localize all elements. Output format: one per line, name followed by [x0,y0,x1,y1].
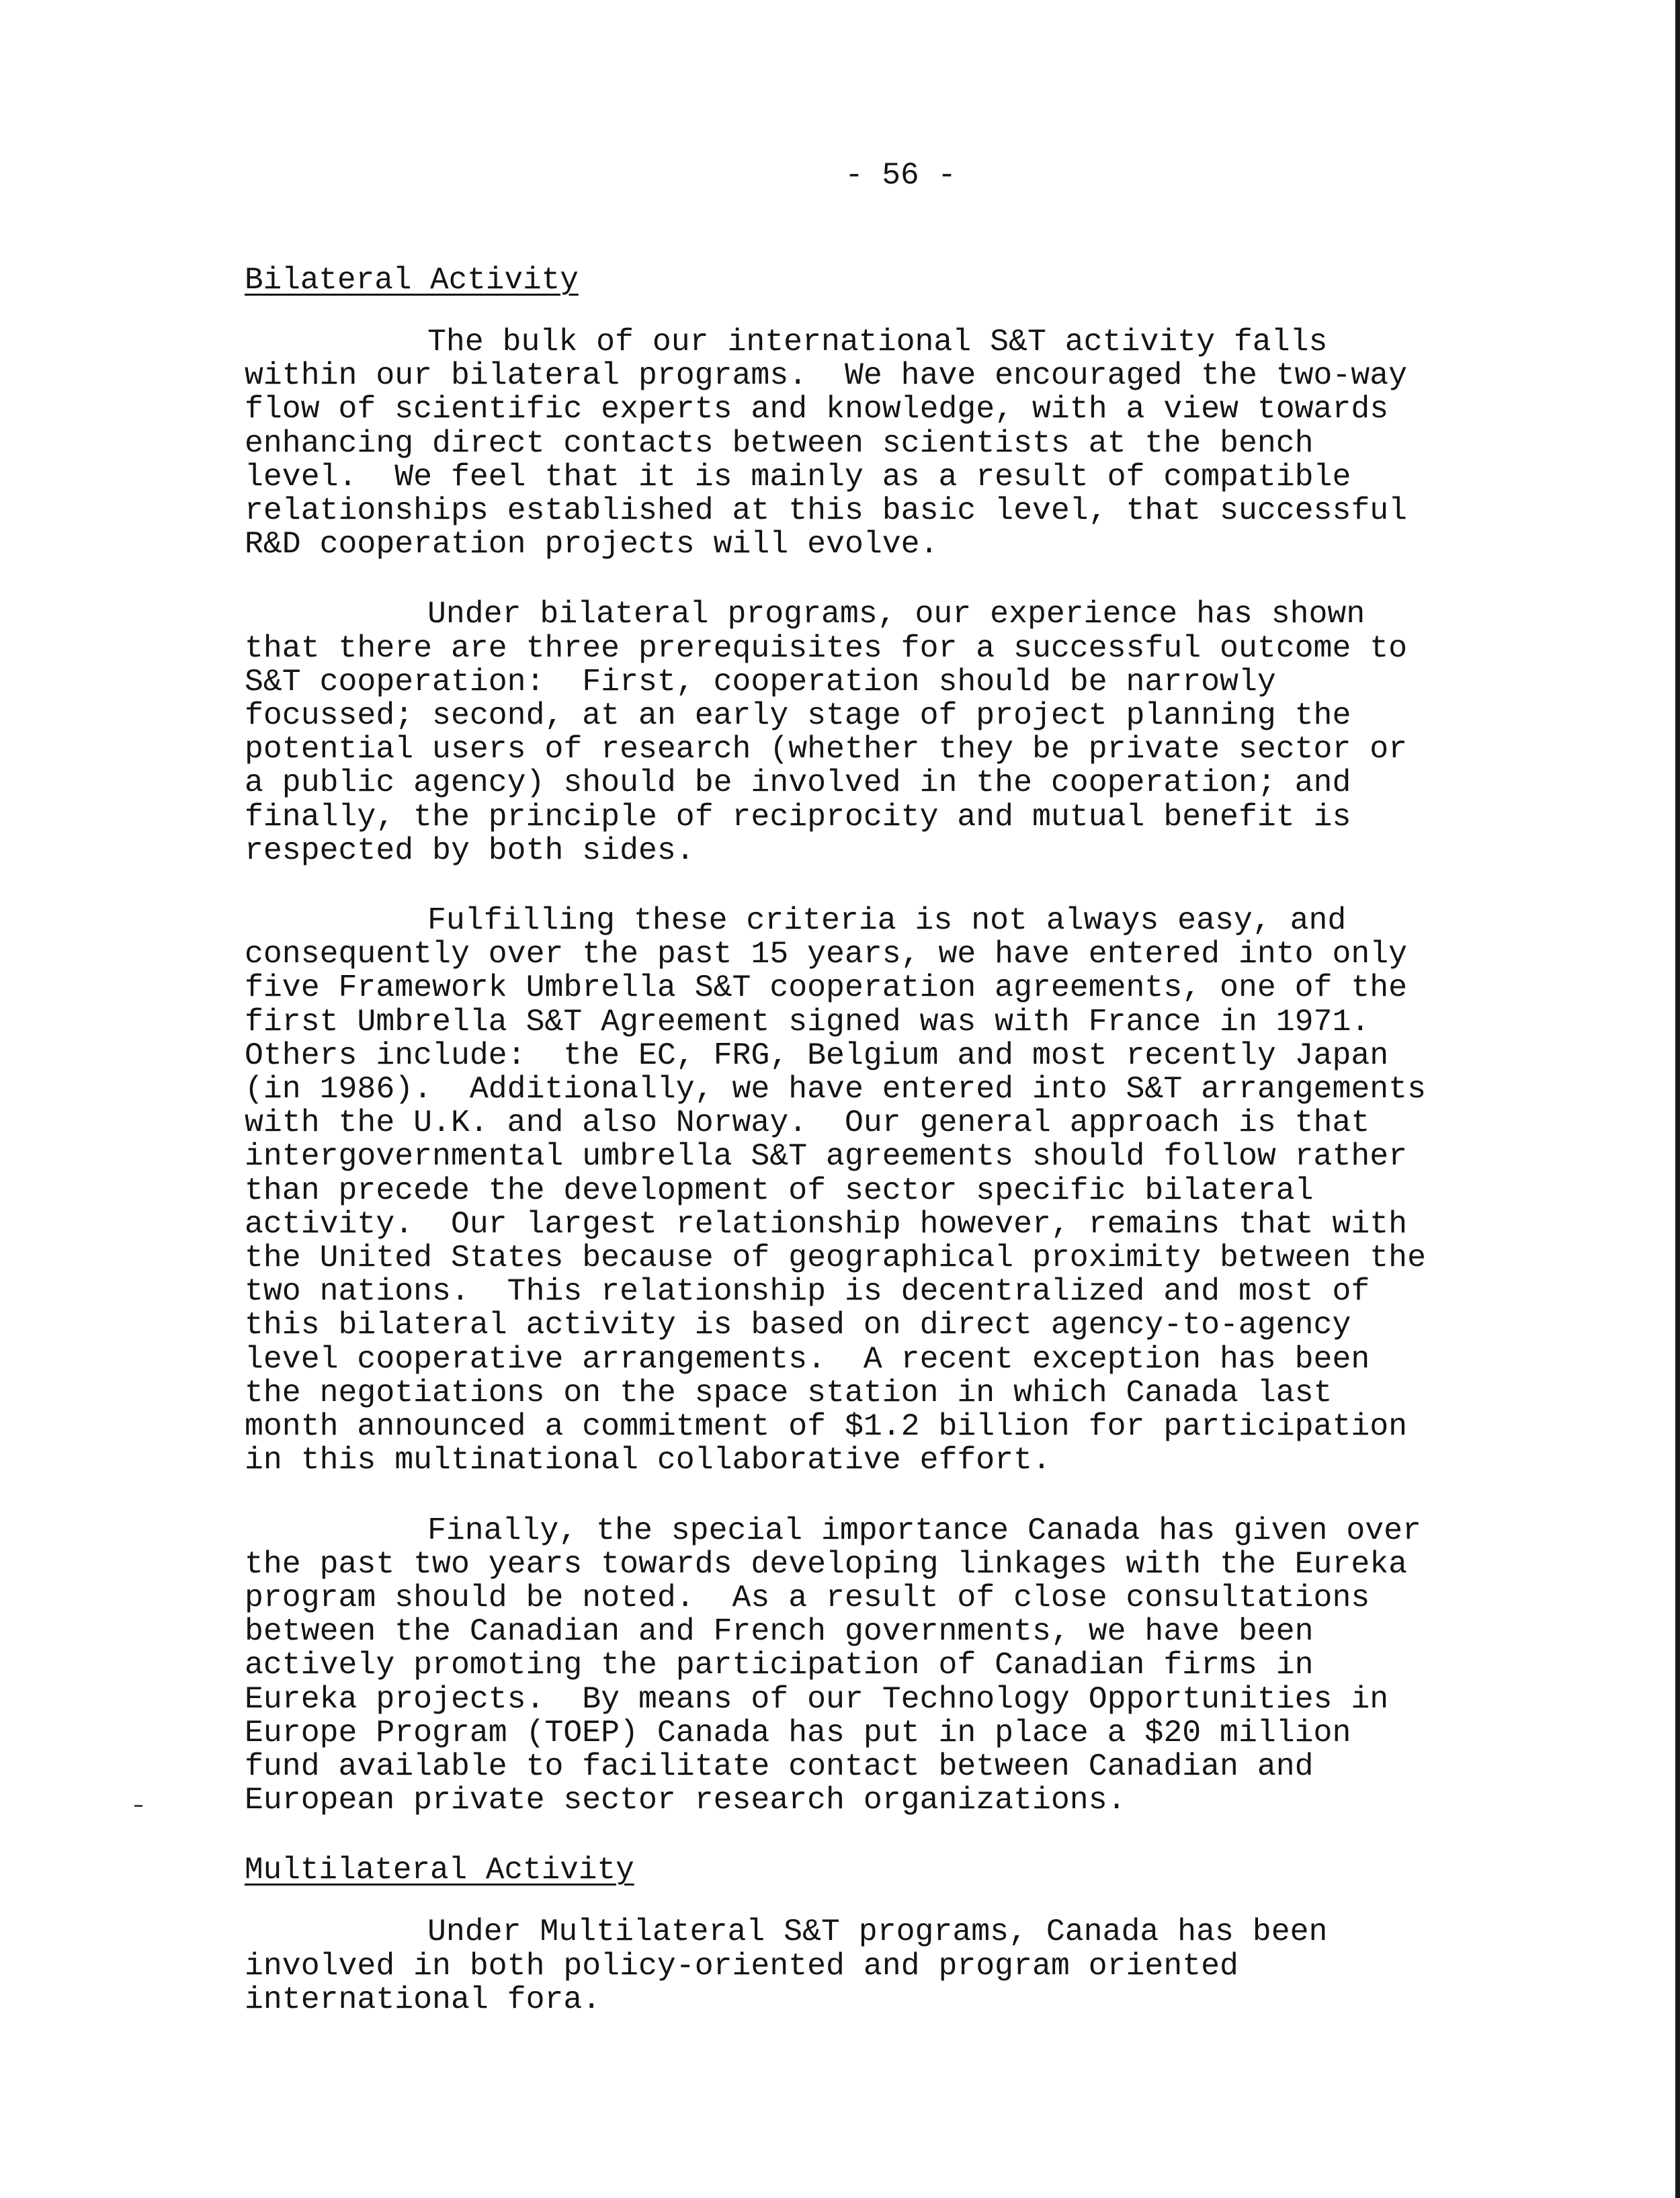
text-line: potential users of research (whether they be private sector or [245,731,1408,767]
paragraph [245,325,1562,561]
section-multilateral-activity [245,1853,1562,2017]
text-line: between the Canadian and French governments, we have been [245,1613,1314,1650]
text-line: finally, the principle of reciprocity and mutual benefit is [245,798,1351,835]
text-line: level cooperative arrangements. A recent exception has been [245,1341,1370,1377]
text-line: level. We feel that it is mainly as a result of compatible [245,458,1351,495]
text-line: intergovernmental umbrella S&T agreements should follow rather [245,1138,1408,1175]
section-heading: Bilateral Activity [245,263,579,298]
text-line: two nations. This relationship is decentralized and most of [245,1273,1370,1310]
text-line: first Umbrella S&T Agreement signed was with France in 1971. [245,1003,1370,1040]
text-line: enhancing direct contacts between scientists at the bench [245,425,1314,461]
text-line: than precede the development of sector specific bilateral [245,1172,1314,1208]
text-line: Under bilateral programs, our experience has shown [427,596,1366,632]
margin-mark [134,1805,142,1807]
text-line: (in 1986). Additionally, we have entered into S&T arrangements [245,1071,1426,1107]
text-line: Fulfilling these criteria is not always easy, and [427,902,1347,939]
paragraph [245,1514,1562,1818]
page-edge-shadow [1675,0,1680,2198]
paragraph [245,904,1562,1477]
text-line: a public agency) should be involved in the cooperation; and [245,765,1351,801]
page-number: - 56 - [845,158,956,193]
text-line: Finally, the special importance Canada has given over [427,1512,1421,1548]
text-line: this bilateral activity is based on direct agency-to-agency [245,1307,1351,1343]
text-line: flow of scientific experts and knowledge, with a view towards [245,391,1389,427]
text-line: with the U.K. and also Norway. Our general approach is that [245,1105,1370,1141]
document-body [245,263,1562,2053]
text-line: the negotiations on the space station in which Canada last [245,1374,1333,1410]
text-line: R&D cooperation projects will evolve. [245,526,939,562]
text-line: the United States because of geographical proximity between the [245,1240,1426,1276]
text-line: activity. Our largest relationship however, remains that with [245,1206,1408,1242]
text-line: program should be noted. As a result of close consultations [245,1579,1370,1615]
text-line: The bulk of our international S&T activity falls [427,324,1328,360]
text-line: consequently over the past 15 years, we have entered into only [245,936,1408,972]
text-line: that there are three prerequisites for a successful outcome to [245,630,1408,666]
paragraph [245,597,1562,868]
text-line: Eureka projects. By means of our Technology Opportunities in [245,1681,1389,1717]
text-line: focussed; second, at an early stage of project planning the [245,698,1351,734]
section-bilateral-activity [245,263,1562,1817]
text-line: relationships established at this basic level, that successful [245,493,1408,529]
text-line: Europe Program (TOEP) Canada has put in place a $20 million [245,1714,1351,1750]
text-line: actively promoting the participation of Canadian firms in [245,1647,1314,1683]
text-line: Under Multilateral S&T programs, Canada has been [427,1914,1328,1950]
text-line: involved in both policy-oriented and program oriented [245,1947,1238,1984]
text-line: Others include: the EC, FRG, Belgium and most recently Japan [245,1037,1389,1073]
text-line: five Framework Umbrella S&T cooperation agreements, one of the [245,970,1408,1006]
text-line: S&T cooperation: First, cooperation should be narrowly [245,663,1276,700]
text-line: within our bilateral programs. We have encouraged the two-way [245,357,1408,394]
text-line: European private sector research organizations. [245,1782,1126,1818]
text-line: in this multinational collaborative effort. [245,1442,1051,1478]
text-line: respected by both sides. [245,832,695,868]
text-line: fund available to facilitate contact between Canadian and [245,1748,1314,1784]
text-line: month announced a commitment of $1.2 billion for participation [245,1408,1408,1445]
text-line: the past two years towards developing linkages with the Eureka [245,1546,1408,1582]
text-line: international fora. [245,1981,601,2017]
paragraph [245,1915,1562,2017]
section-heading: Multilateral Activity [245,1853,634,1888]
